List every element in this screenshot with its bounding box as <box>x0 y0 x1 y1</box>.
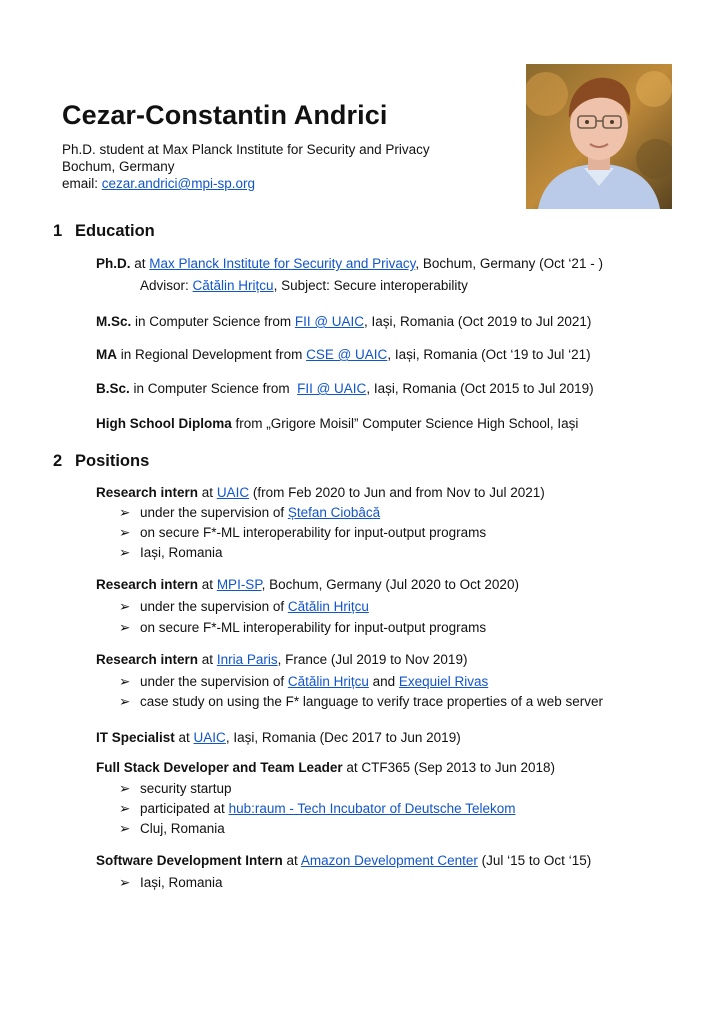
bullet-item <box>119 694 603 710</box>
advisor-link[interactable]: Cătălin Hrițcu <box>192 278 274 293</box>
section-heading-positions <box>53 452 149 471</box>
text: at <box>198 577 217 592</box>
text: , Iași, Romania (Oct 2019 to Jul 2021) <box>364 314 592 329</box>
text: at <box>282 853 301 868</box>
bullet-item <box>119 875 223 891</box>
bullet-arrow-icon: ➢ <box>119 875 131 890</box>
cse-uaic-link[interactable]: CSE @ UAIC <box>306 347 388 362</box>
text: at <box>174 730 194 745</box>
section-number: 1 <box>53 222 63 240</box>
bullet-item <box>119 620 486 636</box>
bullet-arrow-icon: ➢ <box>119 801 131 816</box>
degree-label: Ph.D. <box>96 256 131 271</box>
edu-ma-line <box>96 347 591 362</box>
text: under the supervision of <box>140 674 288 689</box>
bullet-item <box>119 801 515 817</box>
bullet-arrow-icon: ➢ <box>119 694 131 709</box>
supervisor-link[interactable]: Exequiel Rivas <box>398 674 489 689</box>
text: Cluj, Romania <box>140 821 225 836</box>
bullet-item <box>119 525 486 541</box>
text: security startup <box>140 781 232 796</box>
text: at <box>130 256 150 271</box>
text: (from Feb 2020 to Jun and from Nov to Jul 2021) <box>249 485 545 500</box>
role-label: Research intern <box>96 577 199 592</box>
bullet-item <box>119 781 232 797</box>
text: at CTF365 (Sep 2013 to Jun 2018) <box>342 760 555 775</box>
person-name: Cezar-Constantin Andrici <box>62 100 388 130</box>
bullet-arrow-icon: ➢ <box>119 821 131 836</box>
position-it-specialist <box>96 730 461 745</box>
edu-phd-advisor-line <box>140 278 468 293</box>
hubraum-link[interactable]: hub:raum - Tech Incubator of Deutsche Telekom <box>228 801 516 816</box>
bullet-arrow-icon: ➢ <box>119 620 131 635</box>
section-heading-education <box>53 222 155 241</box>
role-label: Full Stack Developer and Team Leader <box>96 760 343 775</box>
text: , France (Jul 2019 to Nov 2019) <box>277 652 468 667</box>
bullet-arrow-icon: ➢ <box>119 505 131 520</box>
bullet-item <box>119 505 380 521</box>
mpi-sp-link[interactable]: Max Planck Institute for Security and Privacy <box>149 256 416 271</box>
degree-label: M.Sc. <box>96 314 132 329</box>
text: Advisor: <box>140 278 193 293</box>
role-label: Research intern <box>96 652 199 667</box>
text: under the supervision of <box>140 599 288 614</box>
bullet-item <box>119 599 369 615</box>
edu-highschool-line <box>96 416 578 431</box>
text: , Iași, Romania (Oct ‘19 to Jul ‘21) <box>387 347 591 362</box>
bullet-item <box>119 821 225 837</box>
text: in Regional Development from <box>117 347 307 362</box>
supervisor-link[interactable]: Ștefan Ciobâcă <box>287 505 381 520</box>
bullet-arrow-icon: ➢ <box>119 545 131 560</box>
position-mpi-sp-intern <box>96 577 519 592</box>
section-title: Positions <box>75 452 150 470</box>
text: , Iași, Romania (Oct 2015 to Jul 2019) <box>366 381 594 396</box>
text: and <box>368 674 399 689</box>
edu-bsc-line <box>96 381 594 396</box>
email-link[interactable]: cezar.andrici@mpi-sp.org <box>101 176 256 191</box>
profile-photo <box>526 64 672 209</box>
bullet-arrow-icon: ➢ <box>119 674 131 689</box>
header-location-line: Bochum, Germany <box>62 159 175 174</box>
supervisor-link[interactable]: Cătălin Hrițcu <box>287 674 369 689</box>
role-label: IT Specialist <box>96 730 175 745</box>
role-label: Software Development Intern <box>96 853 283 868</box>
fii-uaic-link[interactable]: FII @ UAIC <box>294 314 365 329</box>
bullet-arrow-icon: ➢ <box>119 781 131 796</box>
text: at <box>198 652 217 667</box>
bullet-arrow-icon: ➢ <box>119 525 131 540</box>
text: case study on using the F* language to verify trace properties of a web server <box>140 694 604 709</box>
text: , Iași, Romania (Dec 2017 to Jun 2019) <box>225 730 461 745</box>
text: Iași, Romania <box>140 545 223 560</box>
mpi-sp-link[interactable]: MPI-SP <box>216 577 262 592</box>
inria-link[interactable]: Inria Paris <box>216 652 278 667</box>
position-uaic-intern <box>96 485 545 500</box>
fii-uaic-link[interactable]: FII @ UAIC <box>297 381 367 396</box>
bullet-arrow-icon: ➢ <box>119 599 131 614</box>
edu-phd-line <box>96 256 603 271</box>
text: in Computer Science from <box>129 381 298 396</box>
text: on secure F*-ML interoperability for input-output programs <box>140 525 487 540</box>
edu-msc-line <box>96 314 591 329</box>
role-label: Research intern <box>96 485 199 500</box>
text: Iași, Romania <box>140 875 223 890</box>
header-title-line: Ph.D. student at Max Planck Institute for Security and Privacy <box>62 142 430 157</box>
section-title: Education <box>75 222 155 240</box>
supervisor-link[interactable]: Cătălin Hrițcu <box>287 599 369 614</box>
uaic-link[interactable]: UAIC <box>193 730 226 745</box>
text: , Bochum, Germany (Oct ‘21 - ) <box>415 256 603 271</box>
degree-label: B.Sc. <box>96 381 130 396</box>
text: , Bochum, Germany (Jul 2020 to Oct 2020) <box>261 577 519 592</box>
text: in Computer Science from <box>131 314 295 329</box>
section-number: 2 <box>53 452 63 470</box>
degree-label: High School Diploma <box>96 416 232 431</box>
text: participated at <box>140 801 229 816</box>
position-amazon-intern <box>96 853 591 868</box>
email-label: email: <box>62 176 102 191</box>
bullet-item <box>119 545 223 561</box>
text: on secure F*-ML interoperability for input-output programs <box>140 620 487 635</box>
amazon-link[interactable]: Amazon Development Center <box>300 853 478 868</box>
text: , Subject: Secure interoperability <box>273 278 468 293</box>
text: (Jul ‘15 to Oct ‘15) <box>477 853 592 868</box>
degree-label: MA <box>96 347 117 362</box>
position-inria-intern <box>96 652 467 667</box>
text: under the supervision of <box>140 505 288 520</box>
text: from „Grigore Moisil” Computer Science High School, Iași <box>231 416 579 431</box>
text: at <box>198 485 217 500</box>
bullet-item <box>119 674 488 690</box>
position-ctf365 <box>96 760 555 775</box>
header-email-line <box>62 175 255 192</box>
uaic-link[interactable]: UAIC <box>216 485 250 500</box>
